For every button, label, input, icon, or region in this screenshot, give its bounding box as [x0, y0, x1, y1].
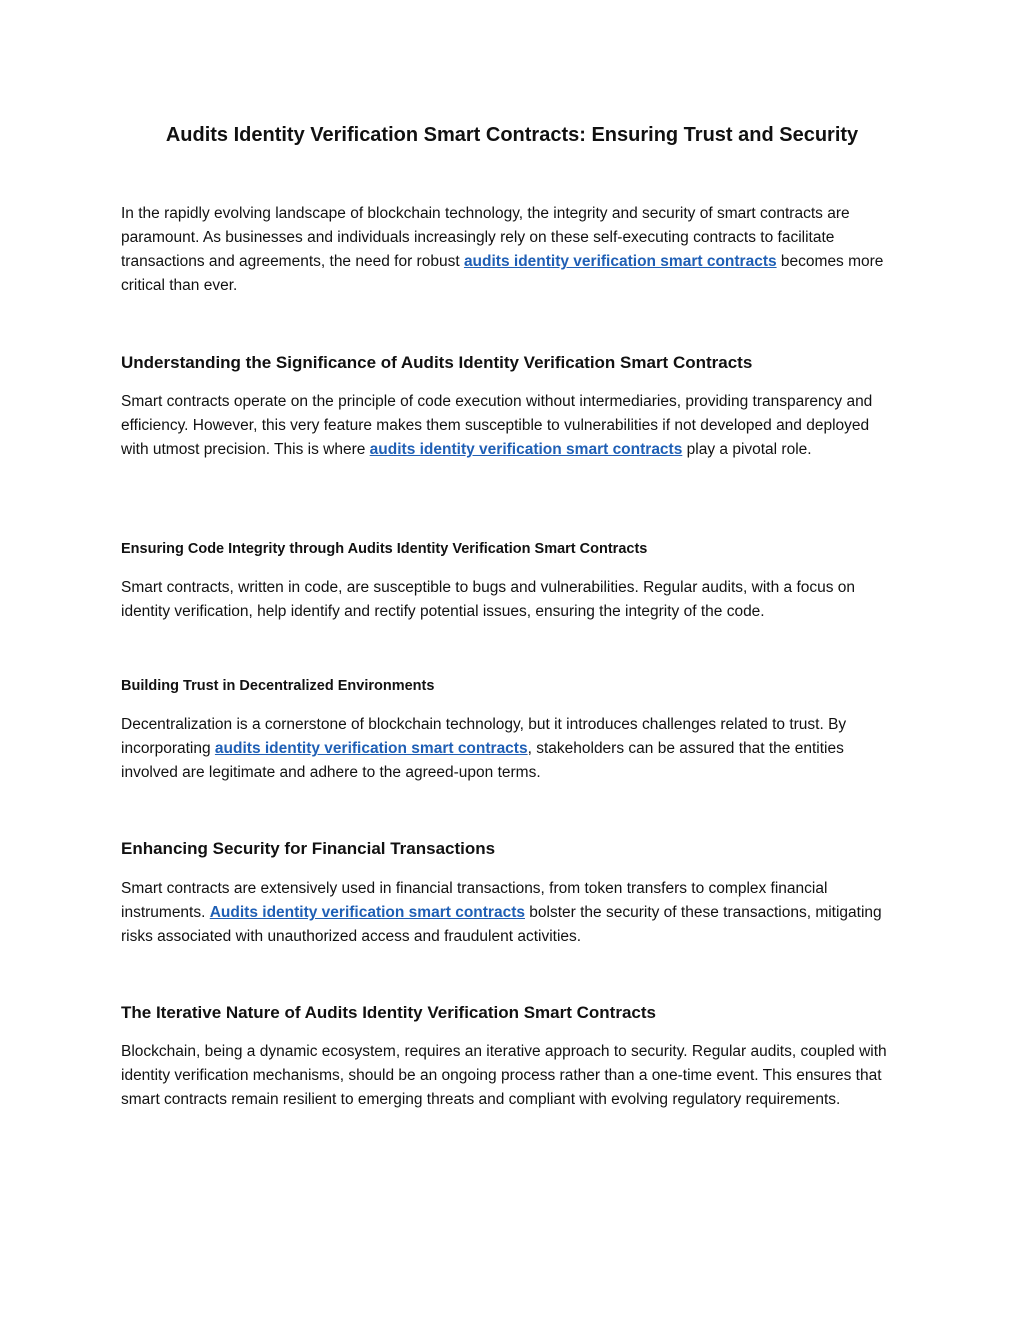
section-paragraph	[121, 390, 901, 462]
section-keyword-link[interactable]: audits identity verification smart contracts	[214, 740, 528, 757]
intro-text-before: In the rapidly evolving landscape of blockchain technology, the integrity and security of smart contracts are paramount. As businesses and individuals increasingly rely on these self-executing contracts to facilitate transactions and agreements, the need for robust	[121, 205, 850, 270]
intro-paragraph	[121, 202, 901, 298]
section-text-before: Smart contracts operate on the principle of code execution without intermediaries, providing transparency and efficiency. However, this very feature makes them susceptible to vulnerabilities if not developed and deployed with utmost precision. This is where	[121, 393, 873, 458]
section-text-after: , stakeholders can be assured that the entities involved are legitimate and adhere to the agreed-upon terms.	[121, 740, 844, 781]
section-text-before: Smart contracts are extensively used in financial transactions, from token transfers to complex financial instruments.	[121, 880, 828, 921]
section-text-after: play a pivotal role.	[682, 441, 812, 458]
document-title: Audits Identity Verification Smart Contracts: Ensuring Trust and Security	[165, 124, 859, 146]
section-significance-body	[121, 390, 901, 462]
section-significance	[121, 352, 901, 374]
section-keyword-link[interactable]: audits identity verification smart contracts	[369, 441, 683, 458]
intro-text-after: becomes more critical than ever.	[121, 253, 884, 294]
intro-keyword-link[interactable]: audits identity verification smart contracts	[463, 253, 777, 270]
section-text-after: bolster the security of these transactions, mitigating risks associated with unauthorized access and fraudulent activities.	[121, 904, 882, 945]
section-iterative-nature-body	[121, 1040, 901, 1112]
section-heading: Understanding the Significance of Audits Identity Verification Smart Contracts	[121, 353, 753, 372]
section-financial-security-body	[121, 877, 901, 949]
section-heading: Building Trust in Decentralized Environments	[121, 678, 435, 694]
section-code-integrity	[121, 539, 901, 559]
section-paragraph	[121, 713, 901, 785]
section-paragraph: Smart contracts, written in code, are susceptible to bugs and vulnerabilities. Regular audits, with a focus on identity verification, help identify and rectify potential issues, ensuring the integrity of the code.	[121, 579, 856, 620]
section-heading: Enhancing Security for Financial Transactions	[121, 839, 496, 858]
section-text-before: Decentralization is a cornerstone of blockchain technology, but it introduces challenges related to trust. By incorporating	[121, 716, 847, 757]
section-building-trust-body	[121, 713, 901, 785]
section-heading: Ensuring Code Integrity through Audits Identity Verification Smart Contracts	[121, 541, 648, 557]
section-heading: The Iterative Nature of Audits Identity Verification Smart Contracts	[121, 1003, 656, 1022]
section-building-trust	[121, 676, 901, 696]
section-code-integrity-body	[121, 576, 901, 624]
section-paragraph: Blockchain, being a dynamic ecosystem, requires an iterative approach to security. Regular audits, coupled with identity verification mechanisms, should be an ongoing process rather than a one-time event. This ensures that smart contracts remain resilient to emerging threats and compliant with evolving regulatory requirements.	[121, 1043, 887, 1108]
section-paragraph	[121, 877, 901, 949]
section-keyword-link[interactable]: Audits identity verification smart contracts	[209, 904, 525, 921]
section-iterative-nature	[121, 1002, 901, 1024]
intro-block	[121, 202, 901, 298]
section-financial-security	[121, 838, 901, 860]
